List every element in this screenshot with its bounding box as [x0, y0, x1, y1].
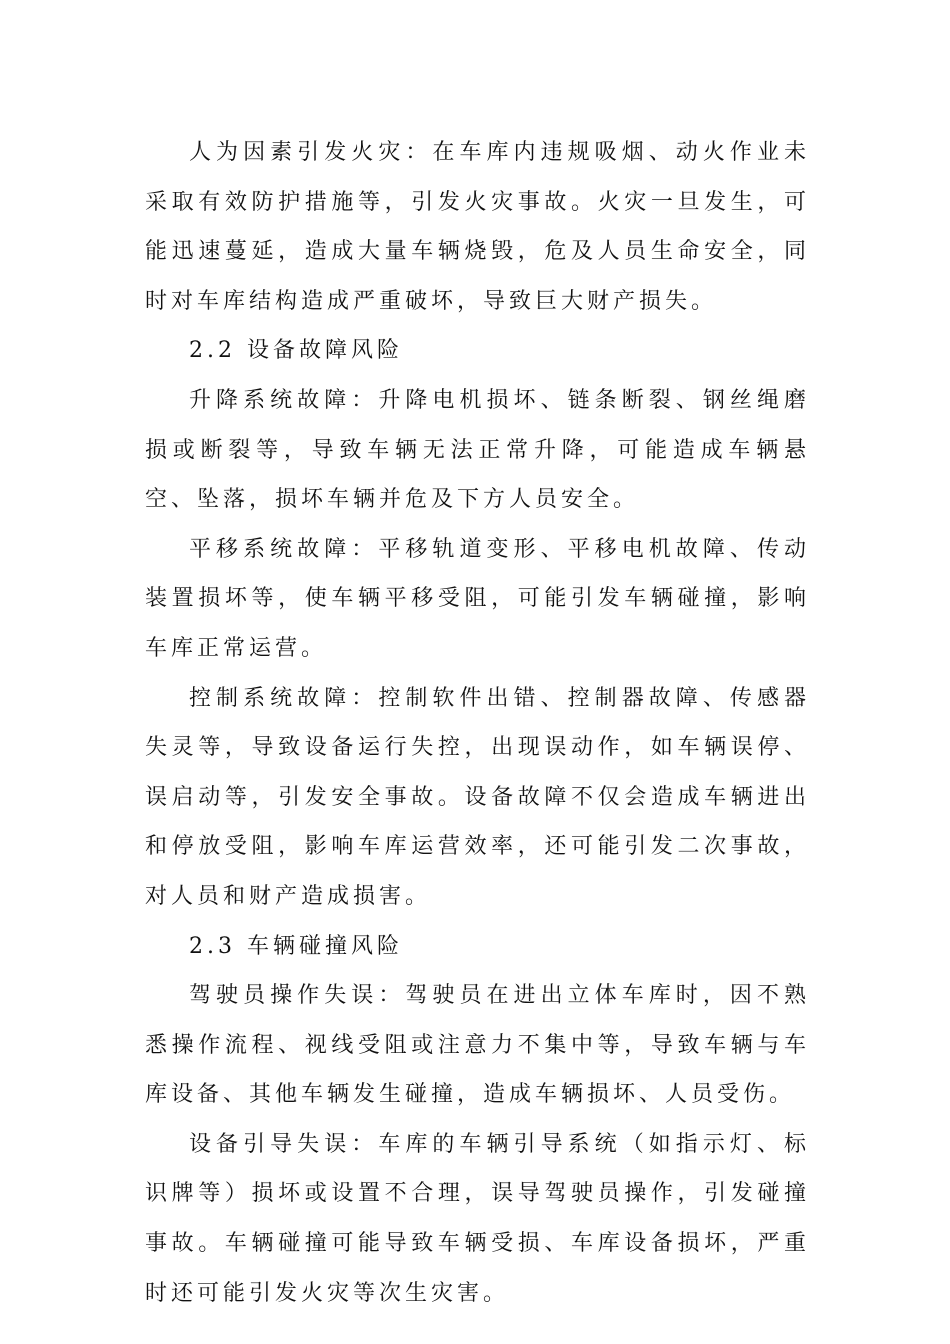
paragraph-fire-human-factors: 人为因素引发火灾：在车库内违规吸烟、动火作业未采取有效防护措施等，引发火灾事故。火灾一旦发生，可能迅速蔓延，造成大量车辆烧毁，危及人员生命安全，同时对车库结构造成严重破坏，导致巨大财产损失。 — [145, 140, 810, 314]
paragraph-lift-system-failure: 升降系统故障：升降电机损坏、链条断裂、钢丝绳磨损或断裂等，导致车辆无法正常升降，可能造成车辆悬空、坠落，损坏车辆并危及下方人员安全。 — [145, 387, 810, 513]
section-heading-2-3: 2.3 车辆碰撞风险 — [189, 933, 403, 959]
section-heading-2-2: 2.2 设备故障风险 — [189, 338, 403, 364]
paragraph-control-system-failure: 控制系统故障：控制软件出错、控制器故障、传感器失灵等，导致设备运行失控，出现误动作，如车辆误停、误启动等，引发安全事故。设备故障不仅会造成车辆进出和停放受阻，影响车库运营效率，还可能引发二次事故，对人员和财产造成损害。 — [145, 685, 810, 909]
paragraph-guidance-error: 设备引导失误：车库的车辆引导系统（如指示灯、标识牌等）损坏或设置不合理，误导驾驶员操作，引发碰撞事故。车辆碰撞可能导致车辆受损、车库设备损坏，严重时还可能引发火灾等次生灾害。 — [145, 1131, 810, 1306]
paragraph-driver-error: 驾驶员操作失误：驾驶员在进出立体车库时，因不熟悉操作流程、视线受阻或注意力不集中等，导致车辆与车库设备、其他车辆发生碰撞，造成车辆损坏、人员受伤。 — [145, 983, 810, 1108]
document-body — [145, 128, 810, 1318]
paragraph-translation-system-failure: 平移系统故障：平移轨道变形、平移电机故障、传动装置损坏等，使车辆平移受阻，可能引发车辆碰撞，影响车库正常运营。 — [145, 536, 810, 661]
